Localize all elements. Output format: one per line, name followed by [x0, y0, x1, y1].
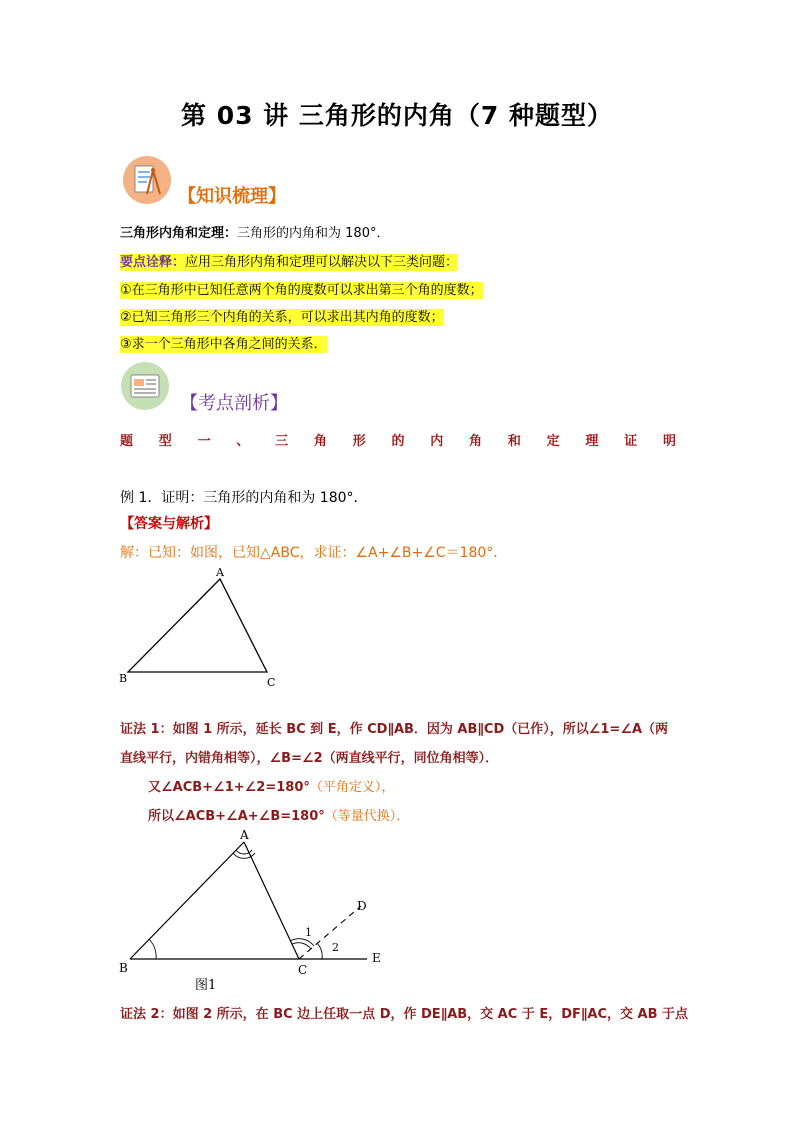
- section-heading-knowledge: 【知识梳理】: [178, 186, 286, 207]
- theorem-label: 三角形内角和定理：: [120, 226, 238, 241]
- vertex-label-d: D: [357, 899, 367, 913]
- key-points-intro: 应用三角形内角和定理可以解决以下三类问题：: [185, 255, 459, 270]
- question-type-heading: 题 型 一 、 三 角 形 的 内 角 和 定 理 证 明: [120, 434, 676, 449]
- key-points-line: [120, 251, 458, 270]
- triangle-figure: [110, 560, 290, 695]
- proof2-label: 证法 2：: [120, 1007, 173, 1022]
- proof1-label: 证法 1：: [120, 722, 173, 737]
- theorem-line: [120, 222, 389, 241]
- vertex-label-c: C: [267, 676, 276, 689]
- theorem-text: 三角形的内角和为 180°．: [237, 226, 390, 241]
- document-icon: [121, 362, 169, 410]
- page-title: 第 03 讲 三角形的内角（7 种题型）: [180, 101, 613, 130]
- angle-label-2: 2: [332, 941, 339, 954]
- figure-caption: 图1: [195, 978, 217, 993]
- vertex-label-b: B: [119, 961, 128, 975]
- vertex-label-c: C: [298, 963, 308, 977]
- section-heading-analysis: 【考点剖析】: [180, 393, 288, 414]
- key-point-item: ②已知三角形三个内角的关系，可以求出其内角的度数；: [120, 310, 444, 325]
- given-statement: 解：已知：如图，已知△ABC，求证：∠A+∠B+∠C＝180°．: [120, 545, 508, 561]
- ruler-compass-icon: [123, 156, 171, 204]
- vertex-label-b: B: [119, 672, 128, 685]
- vertex-label-a: A: [240, 828, 249, 842]
- vertex-label-a: A: [216, 566, 224, 579]
- answer-label: 【答案与解析】: [120, 516, 218, 532]
- proof-figure-1: [115, 825, 390, 995]
- key-point-item: ③求一个三角形中各角之间的关系．: [120, 337, 327, 352]
- key-point-item: ①在三角形中已知任意两个角的度数可以求出第三个角的度数；: [120, 283, 483, 298]
- key-points-label: 要点诠释：: [120, 255, 186, 270]
- proof1-paragraph: 证法 1：如图 1 所示，延长 BC 到 E，作 CD∥AB．因为 AB∥CD（已作），所以∠1=∠A（两 直线平行，内错角相等），∠B=∠2（两直线平行，同位角相等）． 又∠ACB+∠1+∠2=180°（平角定义）， 所以∠ACB+∠A+∠B=180°（等量代换）．: [120, 722, 669, 824]
- example-statement: 例 1．证明：三角形的内角和为 180°．: [120, 490, 368, 506]
- proof2-line: 证法 2：如图 2 所示，在 BC 边上任取一点 D，作 DE∥AB，交 AC 于 E，DF∥AC，交 AB 于点: [120, 1007, 689, 1022]
- angle-label-1: 1: [305, 926, 312, 939]
- vertex-label-e: E: [372, 951, 381, 965]
